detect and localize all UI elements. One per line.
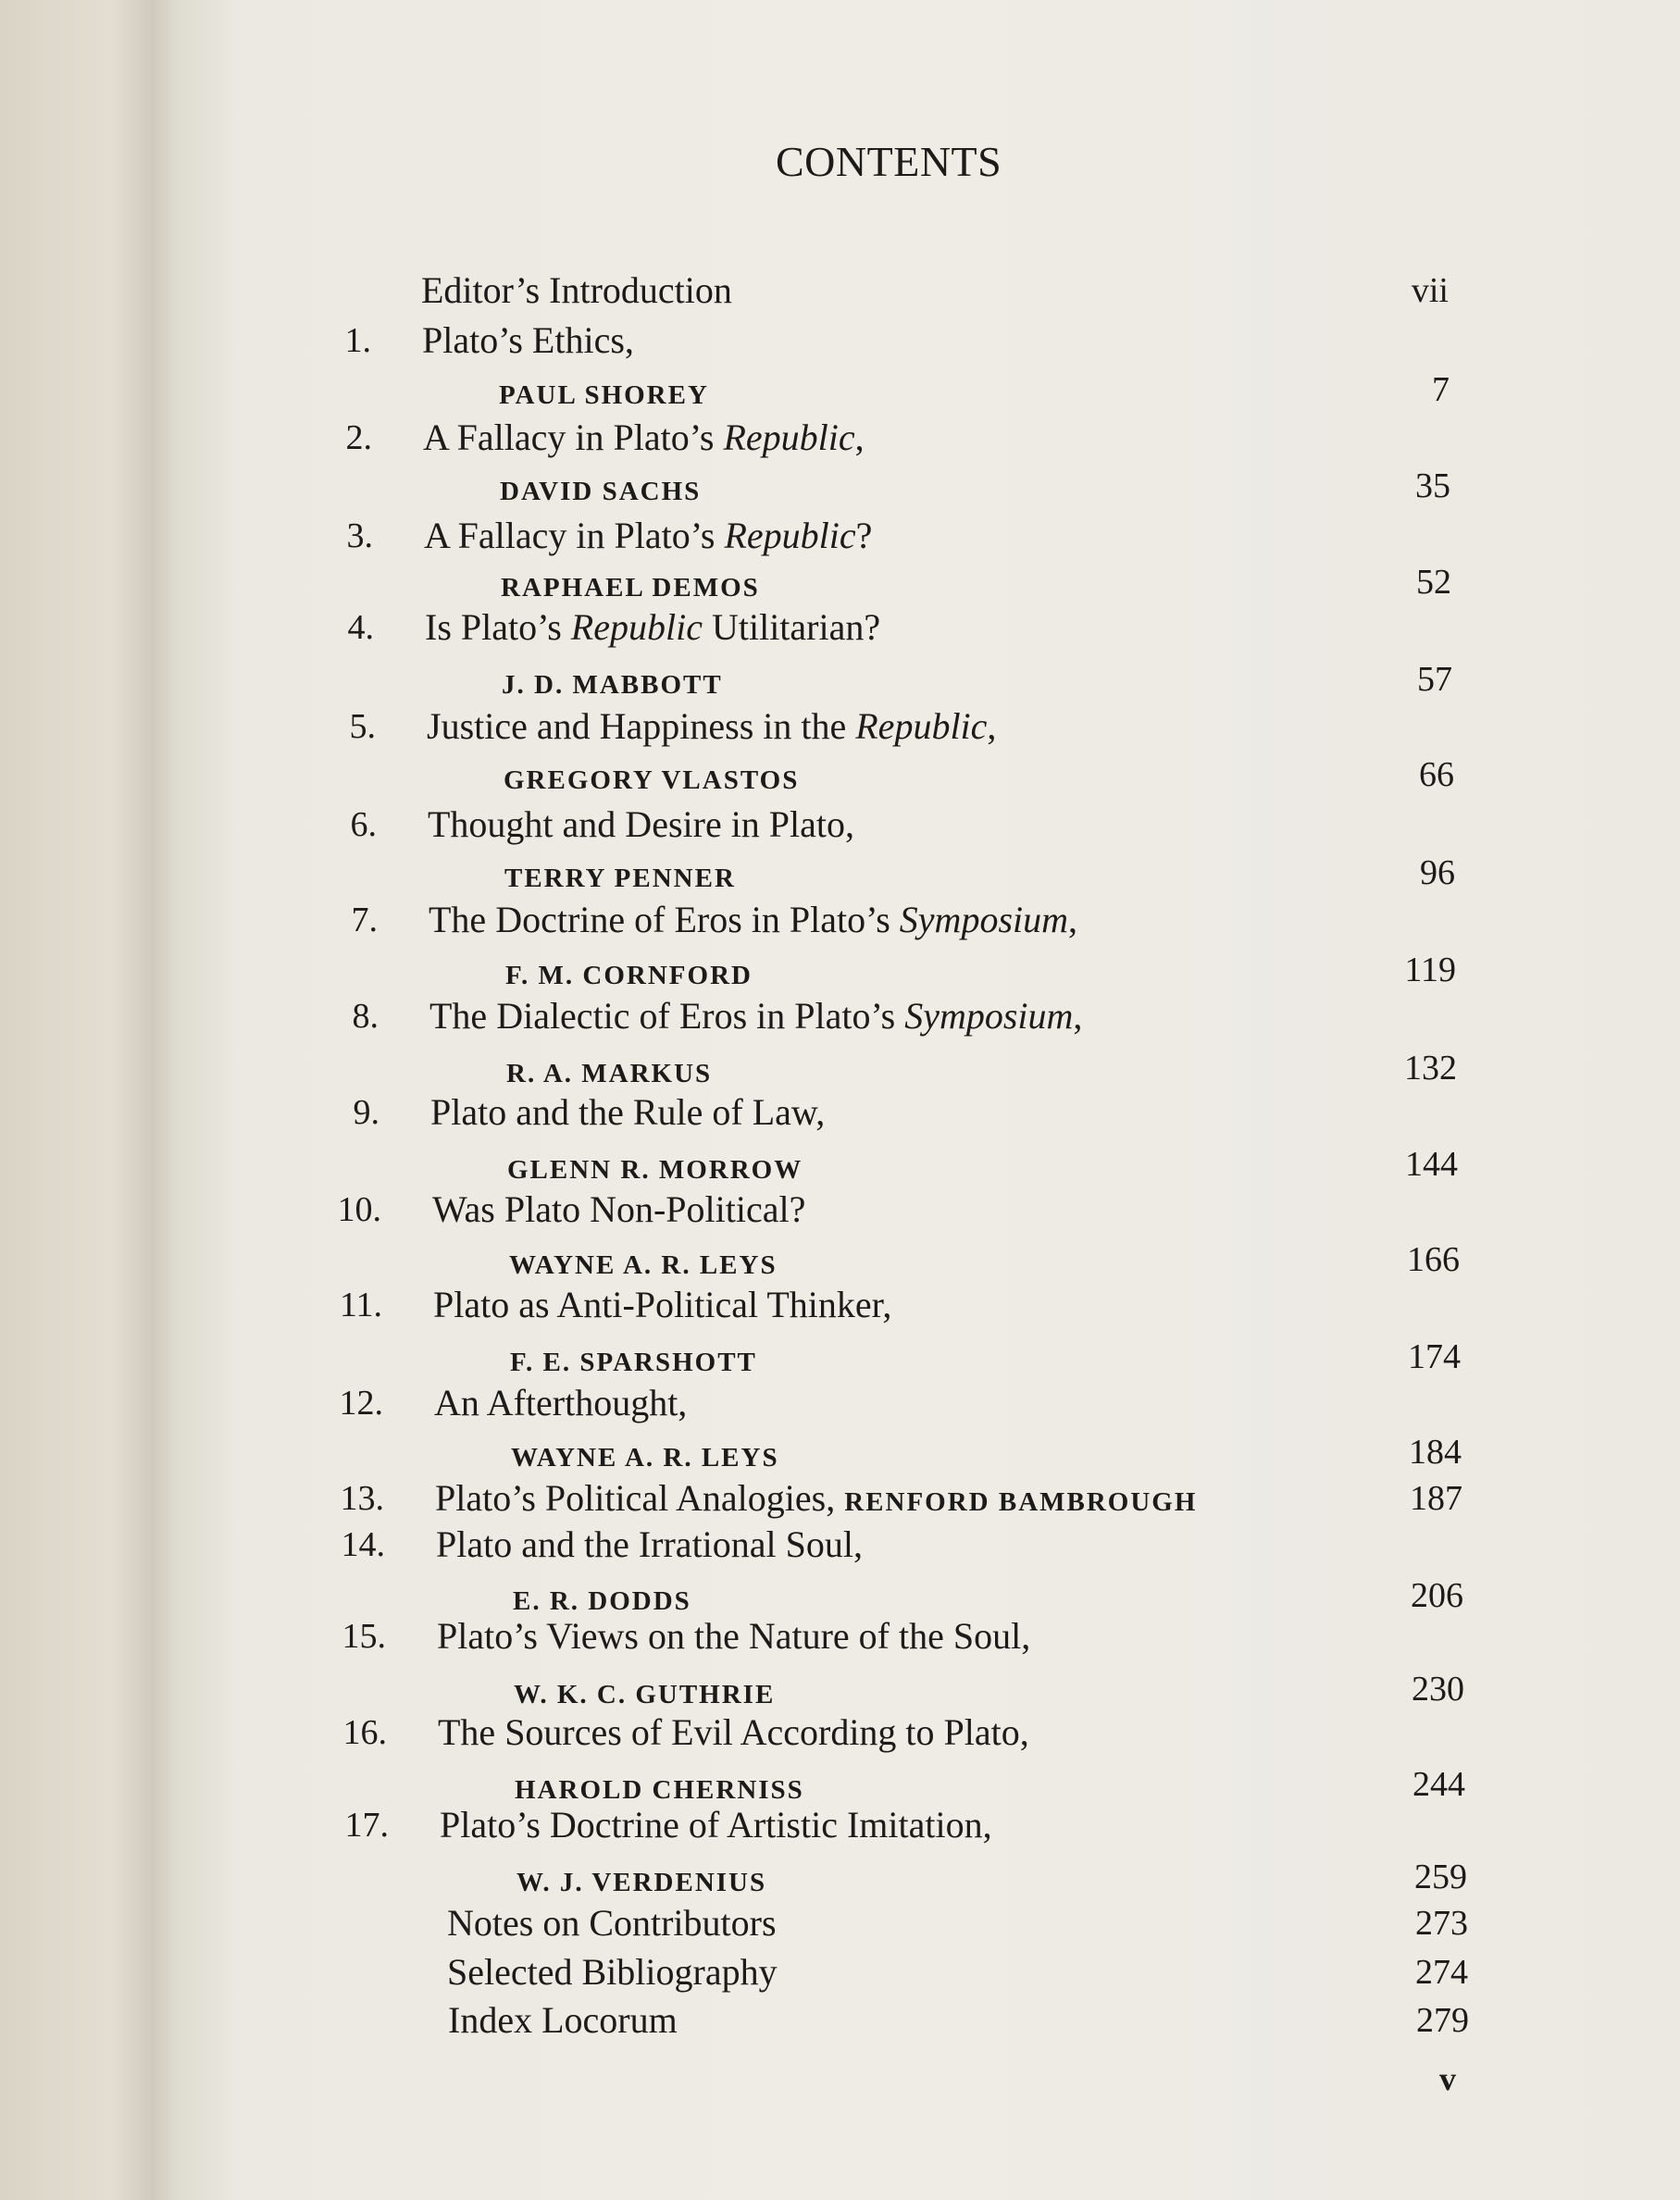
entry-title-italic: Republic [724, 515, 856, 556]
entry-title [430, 1090, 825, 1135]
entry-page: 187 [1410, 1479, 1462, 1518]
entry-title-text: Plato as Anti-Political Thinker, [433, 1284, 892, 1325]
entry-number: 8. [352, 997, 379, 1036]
entry-page: 259 [1414, 1858, 1467, 1896]
entry-title-text: Justice and Happiness in the [427, 705, 856, 747]
entry-title [433, 1283, 891, 1327]
entry-number: 10. [337, 1190, 381, 1229]
entry-title-text: The Doctrine of Eros in Plato’s [429, 899, 900, 940]
entry-title [421, 268, 732, 313]
entry-author: DAVID SACHS [500, 477, 702, 506]
entry-number: 11. [339, 1286, 382, 1324]
entry-title [422, 318, 634, 363]
entry-author: E. R. DODDS [513, 1586, 691, 1616]
entry-author: GLENN R. MORROW [507, 1155, 803, 1185]
entry-author: RAPHAEL DEMOS [501, 573, 760, 603]
entry-page: 35 [1415, 466, 1450, 505]
entry-number: 13. [340, 1479, 384, 1518]
page-title: CONTENTS [776, 138, 1002, 185]
entry-title-suffix: , [1073, 995, 1083, 1037]
entry-title [424, 514, 872, 558]
entry-page: 57 [1417, 660, 1452, 699]
entry-number: 6. [350, 805, 377, 844]
entry-title [432, 1187, 805, 1232]
entry-title-text: Plato’s Doctrine of Artistic Imitation, [440, 1804, 992, 1846]
entry-title-text: Selected Bibliography [447, 1951, 778, 1993]
entry-page: 230 [1412, 1670, 1464, 1709]
entry-title-text: Plato and the Irrational Soul, [436, 1523, 864, 1565]
entry-author: F. E. SPARSHOTT [510, 1348, 757, 1377]
entry-page: 52 [1416, 563, 1451, 602]
entry-title-text: Was Plato Non-Political? [432, 1188, 806, 1230]
entry-title-text: Thought and Desire in Plato, [428, 803, 855, 845]
entry-title-suffix: ? [855, 515, 873, 556]
entry-title [436, 1523, 863, 1567]
entry-number: 16. [342, 1713, 387, 1752]
entry-page: 119 [1404, 951, 1456, 989]
entry-title [447, 1950, 778, 1995]
entry-title-text: The Dialectic of Eros in Plato’s [429, 995, 905, 1037]
entry-title [440, 1803, 992, 1847]
entry-author: TERRY PENNER [504, 864, 736, 893]
entry-page: 206 [1411, 1576, 1463, 1615]
entry-page: 66 [1419, 755, 1454, 794]
entry-title [429, 994, 1082, 1038]
entry-number: 4. [347, 608, 374, 647]
entry-page: 7 [1432, 370, 1450, 409]
entry-author: R. A. MARKUS [506, 1059, 713, 1088]
entry-page: 96 [1420, 853, 1455, 892]
entry-title-italic: Symposium [904, 995, 1074, 1037]
entry-title-text: Index Locorum [448, 1999, 678, 2041]
entry-title-suffix: , [854, 416, 865, 458]
entry-title-text: A Fallacy in Plato’s [424, 515, 725, 556]
entry-title-text: An Afterthought, [434, 1382, 688, 1423]
entry-number: 3. [346, 516, 373, 555]
entry-number: 7. [351, 901, 378, 939]
entry-number: 12. [339, 1384, 383, 1423]
entry-title-text: Plato and the Rule of Law, [430, 1091, 826, 1133]
entry-title-italic: Symposium [899, 899, 1069, 940]
entry-number: 15. [342, 1617, 386, 1656]
entry-page: 132 [1404, 1049, 1457, 1088]
entry-title-text: Plato’s Political Analogies, [435, 1477, 836, 1519]
entry-number: 9. [353, 1093, 380, 1132]
entry-page: 273 [1415, 1904, 1468, 1943]
entry-title-text: Editor’s Introduction [421, 269, 732, 311]
entry-page: 144 [1405, 1145, 1458, 1184]
entry-title [434, 1381, 687, 1425]
entry-author: GREGORY VLASTOS [504, 765, 800, 795]
entry-title-text: Plato’s Ethics, [422, 319, 634, 361]
entry-title-text: Plato’s Views on the Nature of the Soul, [437, 1615, 1031, 1657]
entry-page: 174 [1408, 1337, 1461, 1376]
page-number: v [1439, 2060, 1456, 2097]
entry-title-italic: Republic [855, 705, 988, 747]
entry-page: vii [1411, 271, 1449, 310]
entry-title [435, 1476, 1197, 1524]
entry-author: PAUL SHOREY [499, 380, 709, 410]
entry-title [438, 1710, 1029, 1755]
entry-title-italic: Republic [570, 606, 703, 648]
entry-number: 17. [344, 1806, 389, 1845]
entry-author: WAYNE A. R. LEYS [509, 1250, 778, 1280]
entry-title [428, 802, 854, 847]
entry-title-text: Is Plato’s [425, 606, 571, 648]
entry-title [425, 605, 880, 650]
entry-title-suffix: , [987, 705, 997, 747]
entry-page: 279 [1416, 2001, 1469, 2040]
entry-author: J. D. MABBOTT [502, 670, 723, 700]
entry-title [423, 416, 865, 460]
entry-title [427, 704, 996, 749]
entry-author: W. J. VERDENIUS [516, 1868, 767, 1897]
entry-number: 5. [349, 707, 376, 746]
entry-title [429, 898, 1077, 942]
entry-title [448, 1998, 678, 2043]
entry-page: 244 [1412, 1765, 1465, 1804]
entry-author: F. M. CORNFORD [505, 961, 753, 990]
entry-author: HAROLD CHERNISS [515, 1775, 804, 1805]
entry-author: W. K. C. GUTHRIE [514, 1680, 776, 1709]
entry-page: 184 [1409, 1433, 1462, 1472]
entry-title [447, 1901, 777, 1945]
entry-title-suffix: , [1068, 899, 1078, 940]
entry-author: WAYNE A. R. LEYS [511, 1443, 779, 1473]
entry-page: 166 [1407, 1240, 1460, 1279]
entry-author: RENFORD BAMBROUGH [844, 1487, 1198, 1517]
entry-page: 274 [1415, 1953, 1468, 1992]
entry-number: 14. [341, 1525, 385, 1564]
entry-title-italic: Republic [723, 416, 855, 458]
entry-title-suffix: Utilitarian? [702, 606, 881, 648]
entry-number: 2. [345, 418, 372, 457]
entry-title-text: Notes on Contributors [447, 1902, 777, 1944]
entry-title-text: The Sources of Evil According to Plato, [438, 1711, 1029, 1753]
entry-number: 1. [344, 321, 371, 360]
entry-title [437, 1614, 1030, 1659]
entry-title-text: A Fallacy in Plato’s [423, 416, 724, 458]
